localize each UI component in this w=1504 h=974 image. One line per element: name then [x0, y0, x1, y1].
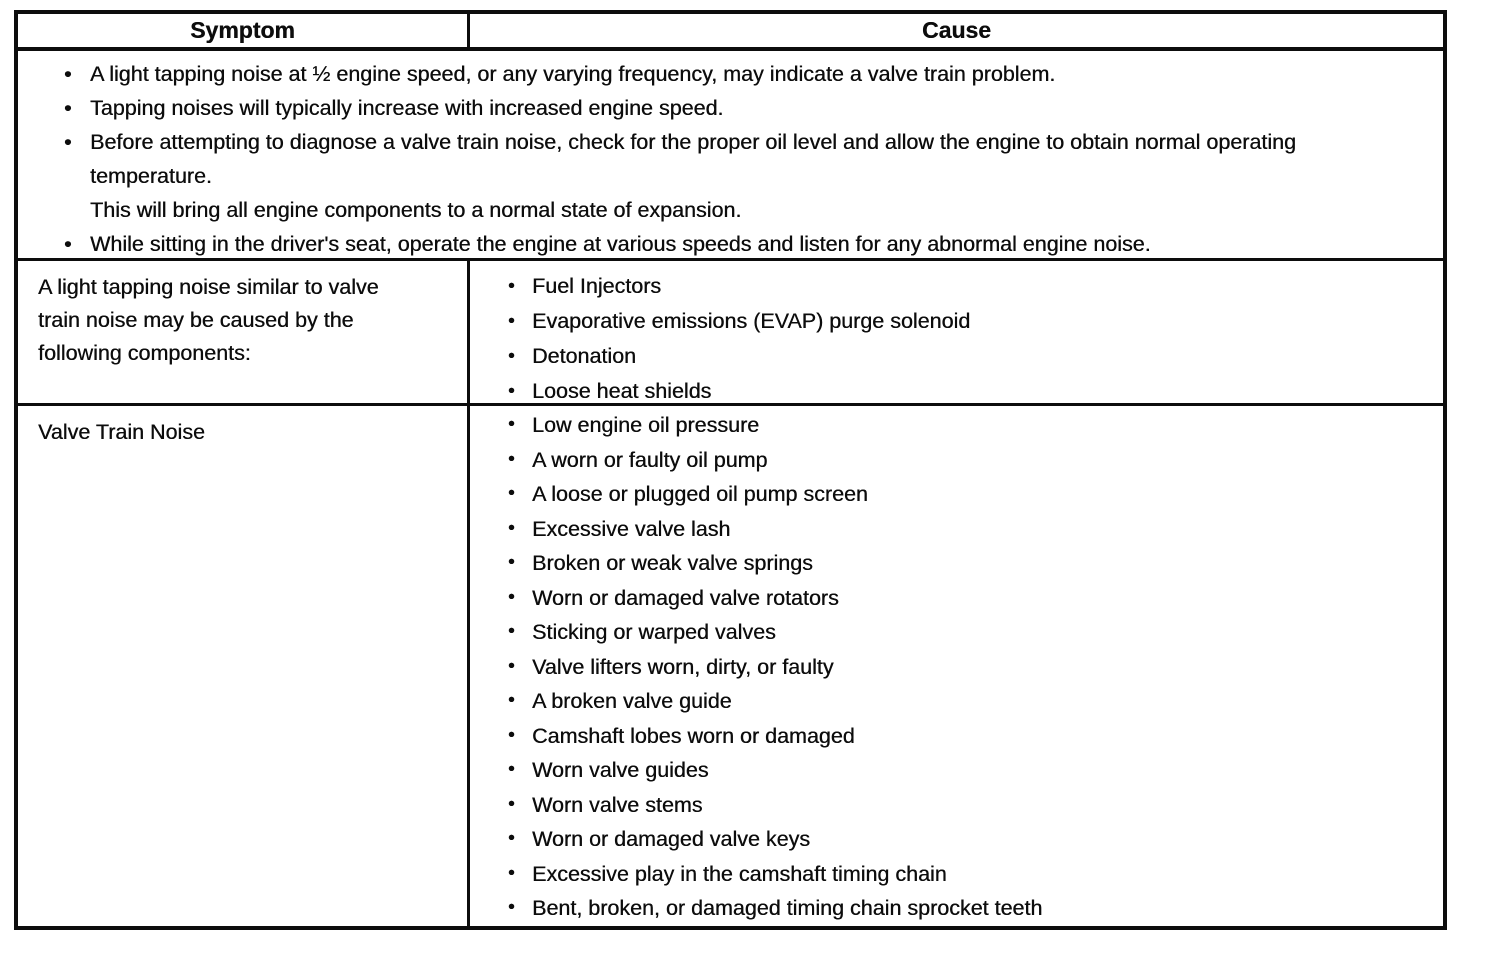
cause-list-item [508, 650, 1425, 685]
symptom-cause-table [14, 10, 1447, 930]
bullet-icon: • [508, 346, 515, 367]
cause-text: Worn valve guides [532, 758, 709, 782]
bullet-icon: • [508, 793, 515, 815]
cause-text: Excessive play in the camshaft timing chain [532, 861, 947, 886]
cause-cell-similar-noise [470, 261, 1443, 406]
cause-text: Worn or damaged valve rotators [532, 585, 839, 610]
cause-header-label: Cause [921, 17, 992, 43]
symptom-column-header [18, 14, 470, 51]
cause-text: Loose heat shields [532, 379, 712, 403]
symptom-header-label: Symptom [190, 17, 295, 43]
cause-text: Valve lifters worn, dirty, or faulty [532, 654, 834, 679]
cause-list-item [508, 443, 1425, 478]
bullet-icon: • [64, 96, 72, 120]
bullet-icon: • [508, 897, 515, 918]
intro-note-text: A light tapping noise at ½ engine speed, or any varying frequency, may indicate a valve train problem. [90, 62, 1056, 86]
intro-note-line [64, 227, 1419, 261]
cause-text: A loose or plugged oil pump screen [532, 482, 868, 506]
bullet-icon: • [508, 621, 515, 642]
bullet-icon: • [508, 586, 515, 608]
bullet-icon: • [64, 130, 72, 154]
cause-list-item [508, 615, 1425, 650]
cause-list-item [508, 408, 1425, 443]
intro-note-text: While sitting in the driver's seat, operate the engine at various speeds and listen for any abnormal engine noise. [90, 232, 1151, 256]
cause-text: Bent, broken, or damaged timing chain sprocket teeth [532, 896, 1043, 920]
cause-text: Broken or weak valve springs [532, 551, 813, 575]
symptom-cell-similar-noise [18, 261, 470, 406]
cause-list-item [508, 857, 1425, 892]
cause-cell-valve-train-noise [470, 406, 1443, 926]
cause-list-item [508, 269, 1425, 304]
cause-text: Low engine oil pressure [532, 413, 760, 437]
cause-text: Detonation [532, 344, 636, 368]
symptom-text: A light tapping noise similar to valve train noise may be caused by the following components: [38, 275, 379, 365]
intro-note-line [64, 57, 1419, 91]
bullet-icon: • [508, 448, 515, 470]
bullet-icon: • [508, 828, 515, 849]
cause-text: Camshaft lobes worn or damaged [532, 723, 855, 748]
bullet-icon: • [64, 62, 72, 86]
cause-list-item [508, 339, 1425, 374]
bullet-icon: • [508, 483, 515, 504]
intro-notes-section [18, 51, 1443, 261]
bullet-icon: • [64, 232, 72, 256]
bullet-icon: • [508, 276, 515, 297]
intro-note-text: This will bring all engine components to a normal state of expansion. [90, 198, 742, 222]
symptom-cell-valve-train-noise [18, 406, 470, 926]
cause-list-item [508, 304, 1425, 339]
bullet-icon: • [508, 414, 515, 435]
symptom-text: Valve Train Noise [38, 420, 205, 444]
cause-text: A worn or faulty oil pump [532, 447, 768, 472]
intro-note-line [64, 125, 1419, 193]
bullet-icon: • [508, 517, 515, 539]
cause-list-item [508, 581, 1425, 616]
intro-note-text: Tapping noises will typically increase with increased engine speed. [90, 96, 724, 120]
intro-note-line [64, 91, 1419, 125]
bullet-icon: • [508, 655, 515, 677]
cause-list-item [508, 374, 1425, 409]
bullet-icon: • [508, 759, 515, 780]
cause-text: Fuel Injectors [532, 274, 662, 298]
cause-text: Excessive valve lash [532, 516, 731, 541]
cause-column-header [470, 14, 1443, 51]
cause-list-item [508, 684, 1425, 719]
intro-note-line [64, 193, 1419, 227]
bullet-icon: • [508, 311, 515, 332]
cause-list-item [508, 891, 1425, 926]
cause-list-item [508, 546, 1425, 581]
cause-list-item [508, 477, 1425, 512]
bullet-icon [64, 193, 90, 227]
bullet-icon: • [508, 690, 515, 711]
bullet-icon: • [508, 552, 515, 573]
cause-text: Worn valve stems [532, 792, 703, 817]
bullet-icon: • [508, 381, 515, 402]
cause-text: A broken valve guide [532, 689, 732, 713]
cause-text: Evaporative emissions (EVAP) purge solenoid [532, 309, 971, 333]
intro-note-text: Before attempting to diagnose a valve train noise, check for the proper oil level and allow the engine to obtain normal operating temperature. [90, 130, 1296, 188]
cause-list-item [508, 822, 1425, 857]
cause-list-item [508, 788, 1425, 823]
cause-list-item [508, 753, 1425, 788]
cause-list-item [508, 512, 1425, 547]
cause-text: Sticking or warped valves [532, 620, 776, 644]
bullet-icon: • [508, 724, 515, 746]
cause-text: Worn or damaged valve keys [532, 827, 811, 851]
cause-list-item [508, 719, 1425, 754]
bullet-icon: • [508, 862, 515, 884]
